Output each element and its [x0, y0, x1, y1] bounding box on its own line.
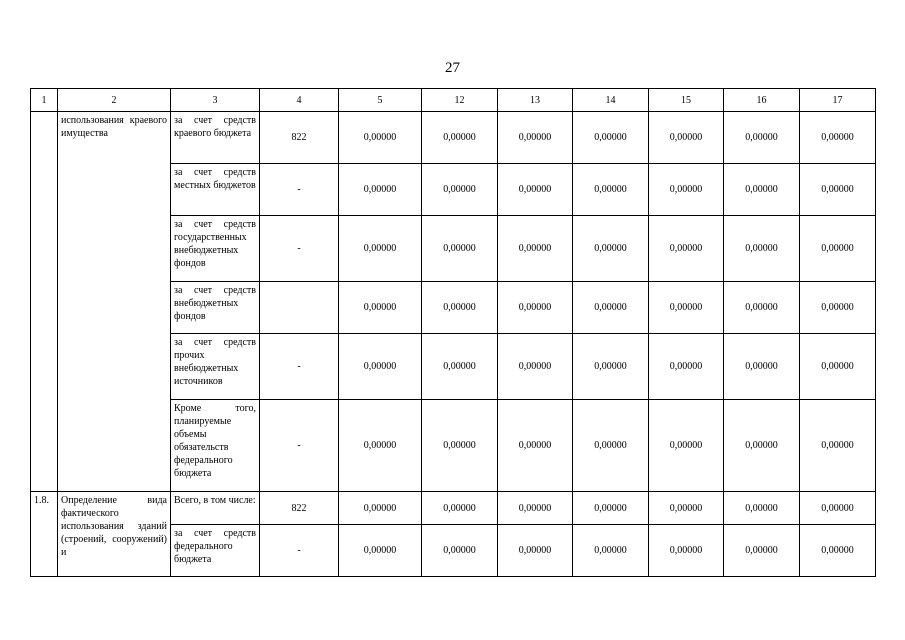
column-header-9: 15 [649, 89, 724, 112]
amount-cell: 0,00000 [800, 525, 876, 577]
column-header-1: 1 [31, 89, 58, 112]
amount-cell: 0,00000 [573, 112, 649, 164]
group1-name: использования краевого имущества [58, 112, 171, 492]
table-row [31, 492, 876, 525]
amount-cell: 0,00000 [573, 164, 649, 216]
amount-cell: 0,00000 [573, 492, 649, 525]
amount-cell: 0,00000 [498, 492, 573, 525]
funding-source: Кроме того, планируемые объемы обязательств федерального бюджета [171, 400, 260, 492]
amount-cell: 0,00000 [800, 164, 876, 216]
amount-cell: 0,00000 [422, 400, 498, 492]
amount-cell: 0,00000 [339, 112, 422, 164]
amount-cell: 0,00000 [800, 282, 876, 334]
amount-cell: 0,00000 [724, 400, 800, 492]
column-header-11: 17 [800, 89, 876, 112]
amount-cell: 0,00000 [573, 525, 649, 577]
amount-cell: 0,00000 [339, 492, 422, 525]
amount-cell: 0,00000 [498, 334, 573, 400]
amount-cell: 0,00000 [724, 282, 800, 334]
amount-cell: 0,00000 [649, 334, 724, 400]
funding-source: за счет средств федерального бюджета [171, 525, 260, 577]
amount-cell: 0,00000 [649, 164, 724, 216]
page-number: 27 [445, 60, 460, 76]
amount-cell: 0,00000 [724, 164, 800, 216]
amount-cell: 0,00000 [339, 216, 422, 282]
amount-cell: 0,00000 [649, 400, 724, 492]
budget-code: - [260, 525, 339, 577]
column-header-6: 12 [422, 89, 498, 112]
budget-table [30, 88, 876, 577]
amount-cell: 0,00000 [573, 400, 649, 492]
amount-cell: 0,00000 [800, 216, 876, 282]
group2-name: Определение вида фактического использования зданий (строений, сооружений) и [58, 492, 171, 577]
amount-cell: 0,00000 [422, 282, 498, 334]
amount-cell: 0,00000 [800, 334, 876, 400]
column-header-7: 13 [498, 89, 573, 112]
column-header-8: 14 [573, 89, 649, 112]
amount-cell: 0,00000 [800, 400, 876, 492]
budget-code [260, 282, 339, 334]
column-header-3: 3 [171, 89, 260, 112]
table-row [31, 112, 876, 164]
amount-cell: 0,00000 [339, 164, 422, 216]
funding-source: за счет средств краевого бюджета [171, 112, 260, 164]
amount-cell: 0,00000 [649, 492, 724, 525]
amount-cell: 0,00000 [724, 492, 800, 525]
amount-cell: 0,00000 [498, 164, 573, 216]
amount-cell: 0,00000 [498, 525, 573, 577]
amount-cell: 0,00000 [649, 282, 724, 334]
amount-cell: 0,00000 [498, 282, 573, 334]
amount-cell: 0,00000 [339, 400, 422, 492]
amount-cell: 0,00000 [573, 334, 649, 400]
budget-code: - [260, 216, 339, 282]
funding-source: за счет средств государственных внебюджетных фондов [171, 216, 260, 282]
amount-cell: 0,00000 [498, 112, 573, 164]
amount-cell: 0,00000 [573, 282, 649, 334]
amount-cell: 0,00000 [649, 112, 724, 164]
funding-source: за счет средств местных бюджетов [171, 164, 260, 216]
amount-cell: 0,00000 [498, 216, 573, 282]
amount-cell: 0,00000 [724, 216, 800, 282]
amount-cell: 0,00000 [339, 282, 422, 334]
amount-cell: 0,00000 [649, 216, 724, 282]
amount-cell: 0,00000 [339, 334, 422, 400]
column-header-5: 5 [339, 89, 422, 112]
amount-cell: 0,00000 [498, 400, 573, 492]
group2-number: 1.8. [31, 492, 58, 577]
amount-cell: 0,00000 [422, 492, 498, 525]
amount-cell: 0,00000 [422, 334, 498, 400]
amount-cell: 0,00000 [422, 216, 498, 282]
amount-cell: 0,00000 [724, 525, 800, 577]
amount-cell: 0,00000 [339, 525, 422, 577]
budget-code: - [260, 334, 339, 400]
column-header-2: 2 [58, 89, 171, 112]
budget-code: - [260, 164, 339, 216]
budget-code: 822 [260, 492, 339, 525]
amount-cell: 0,00000 [800, 492, 876, 525]
amount-cell: 0,00000 [422, 164, 498, 216]
funding-source: за счет средств прочих внебюджетных источников [171, 334, 260, 400]
budget-code: - [260, 400, 339, 492]
group1-number [31, 112, 58, 492]
amount-cell: 0,00000 [649, 525, 724, 577]
funding-source: за счет средств внебюджетных фондов [171, 282, 260, 334]
amount-cell: 0,00000 [800, 112, 876, 164]
column-header-4: 4 [260, 89, 339, 112]
budget-code: 822 [260, 112, 339, 164]
amount-cell: 0,00000 [422, 525, 498, 577]
amount-cell: 0,00000 [724, 334, 800, 400]
funding-source: Всего, в том числе: [171, 492, 260, 525]
amount-cell: 0,00000 [573, 216, 649, 282]
amount-cell: 0,00000 [724, 112, 800, 164]
amount-cell: 0,00000 [422, 112, 498, 164]
column-header-10: 16 [724, 89, 800, 112]
header-row [31, 89, 876, 112]
